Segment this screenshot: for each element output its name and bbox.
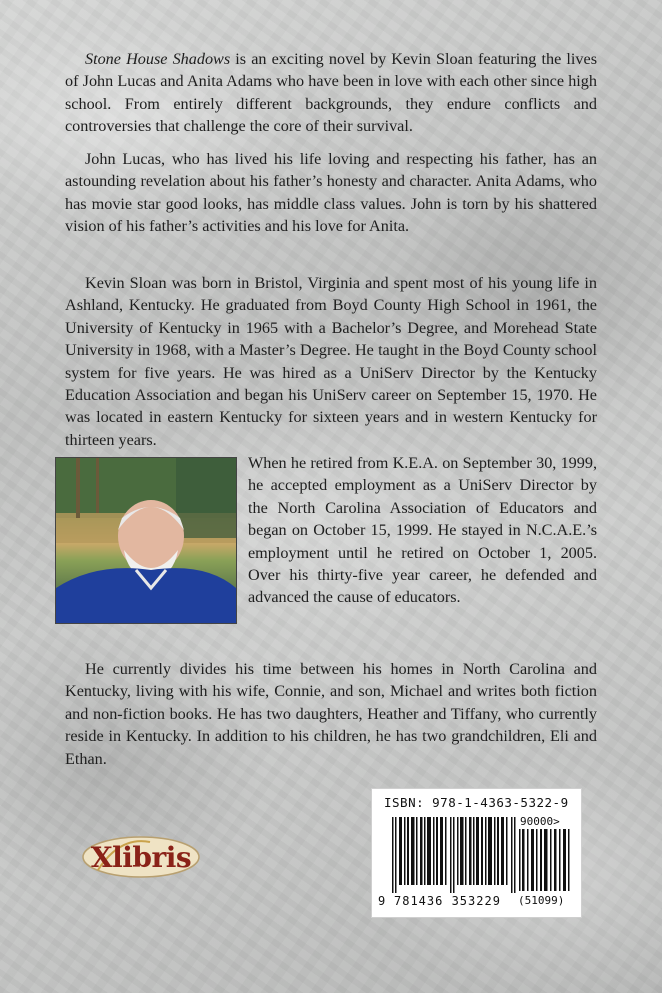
isbn-label: ISBN: 978-1-4363-5322-9: [384, 795, 569, 810]
ean-first-digit: 9: [378, 894, 386, 908]
author-photo: [55, 457, 237, 624]
addon-code: 90000>: [520, 815, 560, 828]
bio-paragraph-3: He currently divides his time between his homes in North Carolina and Kentucky, living with his wife, Connie, and son, Michael and writes both fiction and non-fiction books. He has two daughters, Heather and Tiffany, who currently reside in Kentucky. In addition to his children, he has two grandchildren, Eli and Ethan.: [65, 660, 597, 768]
blurb-paragraph-1: [65, 48, 597, 138]
isbn-barcode: [371, 788, 582, 918]
ean-barcode-bars: [392, 817, 516, 893]
blurb-paragraph-2: John Lucas, who has lived his life loving and respecting his father, has an astounding revelation about his father’s honesty and character. Anita Adams, who has movie star good looks, has middle class values. John is torn by his shattered vision of his father’s activities and his love for Anita.: [65, 150, 597, 236]
bio-paragraph-1: Kevin Sloan was born in Bristol, Virginia and spent most of his young life in Ashland, Kentucky. He graduated from Boyd County High School in 1961, the University of Kentucky in 1965 with a Bachelor’s Degree, and Morehead State University in 1968, with a Master’s Degree. He taught in the Boyd County school system for five years. He was hired as a UniServ Director by the Kentucky Education Association and began his UniServ career on September 15, 1970. He was located in eastern Kentucky for sixteen years and in western Kentucky for thirteen years.: [65, 274, 597, 449]
blurb-paragraph-1-text: is an exciting novel by Kevin Sloan featuring the lives of John Lucas and Anita Adams who have been in love with each other since high school. From entirely different backgrounds, they endure conflicts and controversies that challenge the core of their survival.: [65, 50, 598, 136]
bio-paragraph-2: When he retired from K.E.A. on September 30, 1999, he accepted employment as a UniServ Director by the North Carolina Association of Educators and began on October 15, 1999. He stayed in N.C.A.E.’s employment until he retired on October 1, 2005. Over his thirty-five year career, he defended and advanced the cause of educators.: [248, 454, 597, 607]
ean-digits: 781436 353229: [394, 894, 501, 908]
addon-barcode-bars: [519, 829, 571, 891]
logo-text: Xlibris: [90, 840, 192, 874]
xlibris-logo: [80, 830, 202, 884]
price-code: (51099): [518, 894, 565, 907]
book-title: Stone House Shadows: [85, 50, 231, 68]
